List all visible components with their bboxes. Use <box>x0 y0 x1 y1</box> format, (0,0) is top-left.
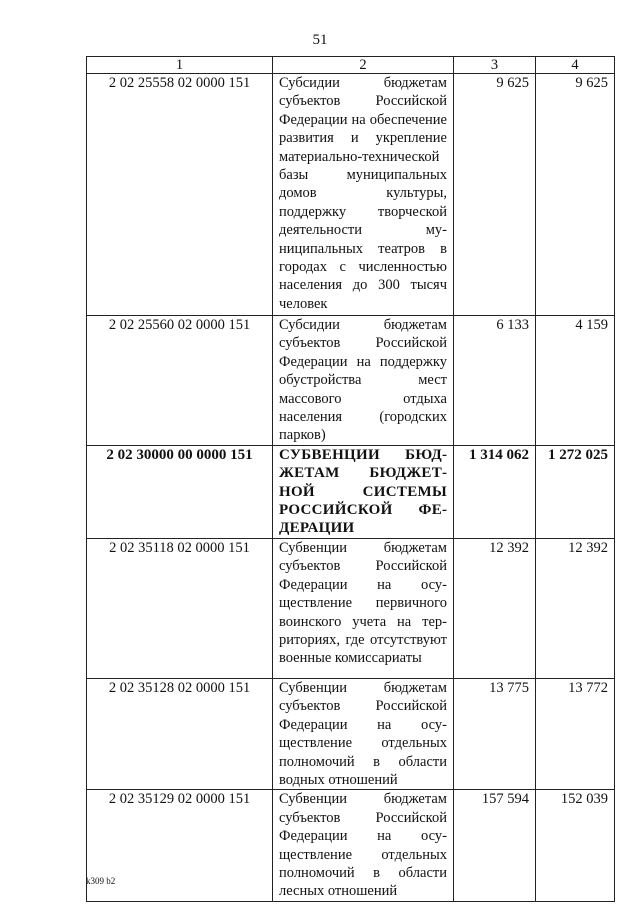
amount-column-4: 13 772 <box>536 678 615 789</box>
amount-column-4: 4 159 <box>536 316 615 446</box>
budget-code: 2 02 35118 02 0000 151 <box>87 538 273 678</box>
amount-column-3: 1 314 062 <box>454 445 536 538</box>
table-row <box>87 790 615 901</box>
table-row <box>87 678 615 789</box>
amount-column-4: 9 625 <box>536 74 615 316</box>
column-number-1: 1 <box>87 57 273 74</box>
column-number-4: 4 <box>536 57 615 74</box>
amount-column-3: 9 625 <box>454 74 536 316</box>
budget-code: 2 02 30000 00 0000 151 <box>87 445 273 538</box>
amount-column-3: 6 133 <box>454 316 536 446</box>
item-description: Субсидии бюджетам субъектов Российской Федерации на обеспечение развития и укрепление материально-технической базы муниципальных домов культуры, поддержку творческой деятельности муниципальных театров в городах с численностью населения до 300 тысяч человек <box>273 74 454 316</box>
budget-code: 2 02 35128 02 0000 151 <box>87 678 273 789</box>
item-description: Субсидии бюджетам субъектов Российской Федерации на поддержку обустройства мест массового отдыха населения (городских парков) <box>273 316 454 446</box>
budget-code: 2 02 25558 02 0000 151 <box>87 74 273 316</box>
amount-column-4: 12 392 <box>536 538 615 678</box>
table-row <box>87 538 615 678</box>
budget-code: 2 02 35129 02 0000 151 <box>87 790 273 901</box>
amount-column-3: 12 392 <box>454 538 536 678</box>
amount-column-3: 157 594 <box>454 790 536 901</box>
column-number-2: 2 <box>273 57 454 74</box>
column-number-row <box>87 57 615 74</box>
budget-table <box>86 56 615 902</box>
budget-code: 2 02 25560 02 0000 151 <box>87 316 273 446</box>
page-number: 51 <box>312 32 328 48</box>
amount-column-4: 152 039 <box>536 790 615 901</box>
column-number-3: 3 <box>454 57 536 74</box>
amount-column-4: 1 272 025 <box>536 445 615 538</box>
item-description: Субвенции бюджетам субъектов Российской Федерации на осуществление отдельных полномочий в области водных отношений <box>273 678 454 789</box>
item-description: СУБВЕНЦИИ БЮДЖЕТАМ БЮДЖЕТНОЙ СИСТЕМЫ РОССИЙСКОЙ ФЕДЕРАЦИИ <box>273 445 454 538</box>
table-row <box>87 445 615 538</box>
footer-document-code: k309 b2 <box>86 876 116 886</box>
table-row <box>87 74 615 316</box>
item-description: Субвенции бюджетам субъектов Российской Федерации на осуществление отдельных полномочий в области лесных отношений <box>273 790 454 901</box>
item-description: Субвенции бюджетам субъектов Российской Федерации на осуществление первичного воинского учета на территориях, где отсутствуют военные комиссариаты <box>273 538 454 678</box>
amount-column-3: 13 775 <box>454 678 536 789</box>
table-row <box>87 316 615 446</box>
